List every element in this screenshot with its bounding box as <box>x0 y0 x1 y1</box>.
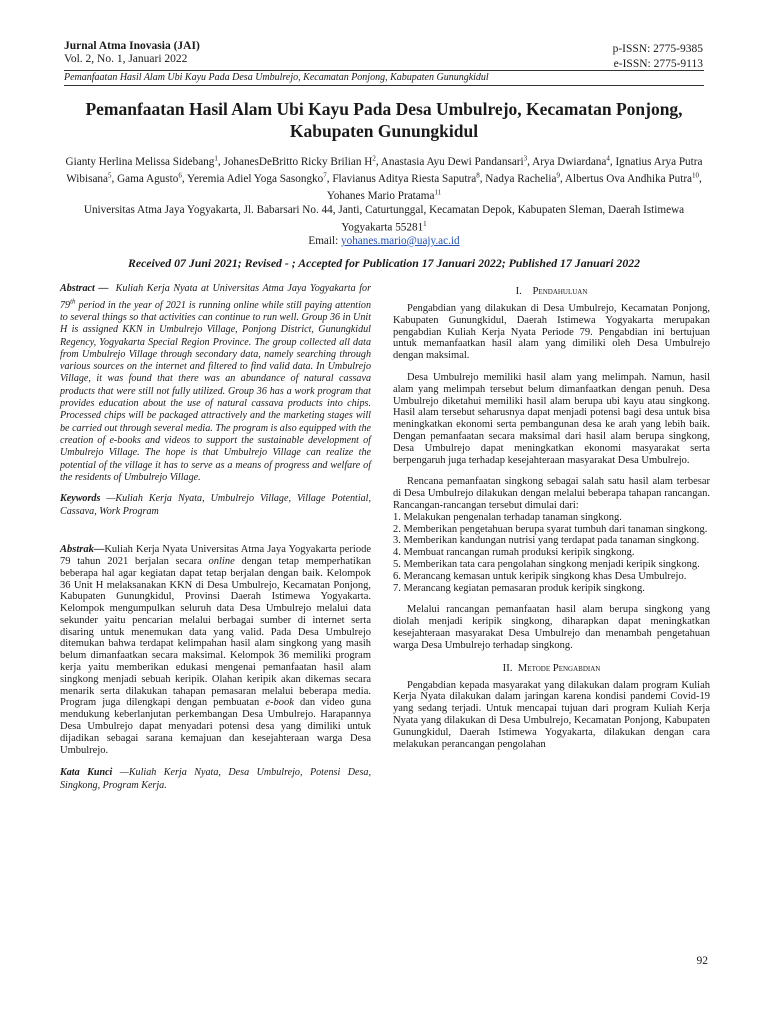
author-name: Arya Dwiardana$^4$ <box>532 154 610 168</box>
list-item: 3. Memberikan kandungan nutrisi yang terdapat pada tanaman singkong. <box>393 535 700 547</box>
email-link[interactable]: yohanes.mario@uajy.ac.id <box>341 234 460 247</box>
plan-list <box>393 512 710 595</box>
received-dates: Received 07 Juni 2021; Revised - ; Accepted for Publication 17 Januari 2022; Published 17 Januari 2022 <box>127 256 641 270</box>
author-name: Albertus Ova Andhika Putra$^{10}$ <box>564 171 700 186</box>
header-rule-top <box>64 70 704 71</box>
author-list: Gianty Herlina Melissa Sidebang$^1$, JohanesDeBritto Ricky Brilian $H^2$, Anastasia Ayu Dewi Pandansari$^3$, Arya Dwiardana$^4$, Ignatius Arya Putra Wibisana$^5$, Gama Agusto$^6$, Yeremia Adiel Yoga Sasongko$^7$, Flavianus Aditya Riesta Saputra$^8$, Nadya Rachelia$^9$, Albertus Ova Andhika Putra$^{10}$, Yohanes Mario Pratama$^{11}$ <box>65 154 703 203</box>
paragraph-method: Pengabdian kepada masyarakat yang dilakukan dalam program Kuliah Kerja Nyata dilakukan dalam jaringan karena kondisi pandemi Covid-19 yang sedang terjadi. Untuk mencapai tujuan dari program Kuliah Kerja Nyata yang dilakukan di Desa Umbulrejo, Kecamatan Ponjong, Kabupaten Gunungkidul, Daerah Istimewa Yogyakarta, dilakukan dengan cara melakukan perancangan pengolahan <box>393 679 710 750</box>
keywords-english-text: —Kuliah Kerja Nyata, Umbulrejo Village, Village Potential, Cassava, Work Program <box>60 493 371 518</box>
keywords-label: Keywords <box>60 493 101 505</box>
abstract-indonesian-text: Kuliah Kerja Nyata Universitas Atma Jaya Yogyakarta periode 79 tahun 2021 berjalan secara online dengan tetap memperhatikan beberapa hal agar kegiatan dapat tetap berjalan dengan baik. Kelompok 36 Unit H melaksanakan KKN di Desa Umbulrejo, Kecamatan Ponjong, Kabupaten Gunungkidul, Provinsi Daerah Istimewa Yogyakarta. Kelompok mengumpulkan seluruh data Desa Umbulrejo melalui data sekunder yaitu pencarian melalui berbagai sumber di internet serta disaring untuk menemukan data yang valid. Pada Desa Umbulrejo ditemukan bahwa terdapat kelimpahan hasil alam singkong yang masih belum dimanfaatkan secara maksimal. Kelompok 36 memiliki program kerja yaitu memberikan edukasi mengenai pemanfaatan hasil alam singkong menjadi sebuah keripik. Olahan keripik akan dikemas secara menarik serta dilakukan tahapan pemasaran melalui beberapa media. Program juga dilengkapi dengan pembuatan e-book dan video guna mendukung keberlanjutan perkembangan Desa Umbulrejo. Harapannya Desa Umbulrejo dapat menyadari potensi desa yang dimiliki untuk dijadikan sebagai sarana kemajuan dan kesejahteraan warga Desa Umbulrejo. <box>60 544 371 756</box>
list-item: 4. Membuat rancangan rumah produksi keripik singkong. <box>393 547 635 559</box>
abstrak-label: Abstrak— <box>60 544 105 556</box>
list-item: 2. Memberikan pengetahuan berupa syarat tumbuh dari tanaman singkong. <box>393 523 708 535</box>
page-number: 92 <box>696 955 708 967</box>
author-name: Yohanes Mario Pratama$^{11}$ <box>326 188 442 203</box>
keywords-english <box>60 492 371 518</box>
journal-name: Jurnal Atma Inovasia (JAI) <box>64 40 200 52</box>
author-name: JohanesDeBritto Ricky Brilian $H^2$ <box>223 154 376 168</box>
affiliation: Universitas Atma Jaya Yogyakarta, Jl. Babarsari No. 44, Janti, Caturtunggal, Kecamatan Depok, Kabupaten Sleman, Daerah Istimewa Yogyakarta 55281$^1$ <box>83 203 685 234</box>
list-item: 7. Merancang kegiatan pemasaran produk keripik singkong. <box>393 582 645 594</box>
author-name: Anastasia Ayu Dewi Pandansari$^3$ <box>380 154 528 168</box>
journal-header <box>64 40 200 66</box>
keywords-indonesian-text: —Kuliah Kerja Nyata, Desa Umbulrejo, Potensi Desa, Singkong, Program Kerja. <box>60 767 371 792</box>
list-item: 1. Melakukan pengenalan terhadap tanaman singkong. <box>393 511 622 523</box>
e-issn: e-ISSN: 2775-9113 <box>613 58 703 70</box>
abstract-english-text: Kuliah Kerja Nyata at Universitas Atma Jaya Yogyakarta for 79th period in the year of 2021 is running online while still paying attention to several things so that activities can continue to run well. Group 36 in Unit H is assigned KKN in Umbulrejo Village, Ponjong District, Gunungkidul Regency, Yogyakarta Special Region Province. The group collected all data from Umbulrejo Village through secondary data, namely searching through various sources on the internet and filtered to find valid data. In Umbulrejo Village, it was found that there was an abundance of natural cassava products that were still not fully utilized. Group 36 has a work program that provides education about the use of natural cassava products into chips. Processed chips will be packaged attractively and the marketing stages will be carried out through several media. The program is also equipped with the creation of e-books and videos to support the sustainable development of Umbulrejo Village. The hope is that Umbulrejo Village can realize the potential of the village it has to serve as a means of progress and welfare of the residents of Umbulrejo Village. <box>60 283 372 483</box>
p-issn: p-ISSN: 2775-9385 <box>612 43 703 55</box>
author-name: Gama Agusto$^6$ <box>117 171 182 186</box>
right-column <box>393 285 710 750</box>
email-line <box>64 235 704 249</box>
journal-volume: Vol. 2, No. 1, Januari 2022 <box>64 53 188 65</box>
left-column <box>60 283 371 792</box>
running-title: Pemanfaatan Hasil Alam Ubi Kayu Pada Desa Umbulrejo, Kecamatan Ponjong, Kabupaten Gunungkidul <box>64 72 489 83</box>
author-name: Gianty Herlina Melissa Sidebang$^1$ <box>65 154 218 168</box>
header-rule-bottom <box>64 85 704 86</box>
list-item: 5. Memberikan tata cara pengolahan singkong menjadi keripik singkong. <box>393 558 700 570</box>
author-name: Ignatius Arya Putra Wibisana$^5$ <box>66 155 703 186</box>
keywords-indonesian <box>60 766 371 792</box>
email-label: Email: <box>308 234 341 247</box>
section-heading-1: I. Pendahuluan <box>515 285 588 297</box>
author-name: Flavianus Aditya Riesta Saputra$^8$ <box>332 171 480 186</box>
paragraph-closing: Melalui rancangan pemanfaatan hasil alam berupa singkong yang diolah menjadi keripik singkong, diharapkan dapat meningkatkan kesejahteraan masyarakat Desa Umbulrejo dan menambah pengetahuan warga Desa Umbulrejo terhadap singkong. <box>393 604 710 651</box>
author-name: Yeremia Adiel Yoga Sasongko$^7$ <box>187 171 327 186</box>
abstract-english <box>60 283 371 484</box>
author-block <box>64 152 704 249</box>
paragraph-3: Rencana pemanfaatan singkong sebagai salah satu hasil alam terbesar di Desa Umbulrejo dilakukan dengan melalui beberapa tahapan rancangan. Rancangan-rancangan tersebut dimulai dari: <box>393 476 710 511</box>
list-item: 6. Merancang kemasan untuk keripik singkong khas Desa Umbulrejo. <box>393 570 687 582</box>
issn-block <box>613 42 703 72</box>
abstract-indonesian <box>60 544 371 756</box>
paragraph-2: Desa Umbulrejo memiliki hasil alam yang melimpah. Namun, hasil alam yang melimpah tersebut belum dimanfaatkan dengan penuh. Desa Umbulrejo diketahui memiliki hasil alam berupa ubi kayu atau singkong. Hasil alam tersebut seharusnya dapat menjadi potensi bagi desa untuk bisa meningkatkan ekonomi serta pembangunan desa ke arah yang lebih baik. Dengan pemanfaatan secara maksimal dari hasil alam berupa singkong, Desa Umbulrejo dapat meningkatkan ekonomi masyarakat serta berpengaruh juga terhadap kesejahteraan masyarakat Desa Umbulrejo. <box>393 371 710 466</box>
section-heading-2: II. Metode Pengabdian <box>502 661 601 674</box>
author-name: Nadya Rachelia$^9$ <box>485 171 560 186</box>
paragraph-1: Pengabdian yang dilakukan di Desa Umbulrejo, Kecamatan Ponjong, Kabupaten Gunungkidul, Daerah Istimewa Yogyakarta merupakan pengabdian Kuliah Kerja Nyata Periode 79. Pengabdian ini bertujuan untuk memanfaatkan hasil alam yang dimiliki oleh Desa Umbulrejo dengan maksimal. <box>393 303 710 362</box>
kata-kunci-label: Kata Kunci <box>60 767 113 779</box>
abstract-label: Abstract — <box>60 283 109 294</box>
paper-title: Pemanfaatan Hasil Alam Ubi Kayu Pada Desa Umbulrejo, Kecamatan Ponjong, Kabupaten Gunungkidul <box>85 99 683 141</box>
